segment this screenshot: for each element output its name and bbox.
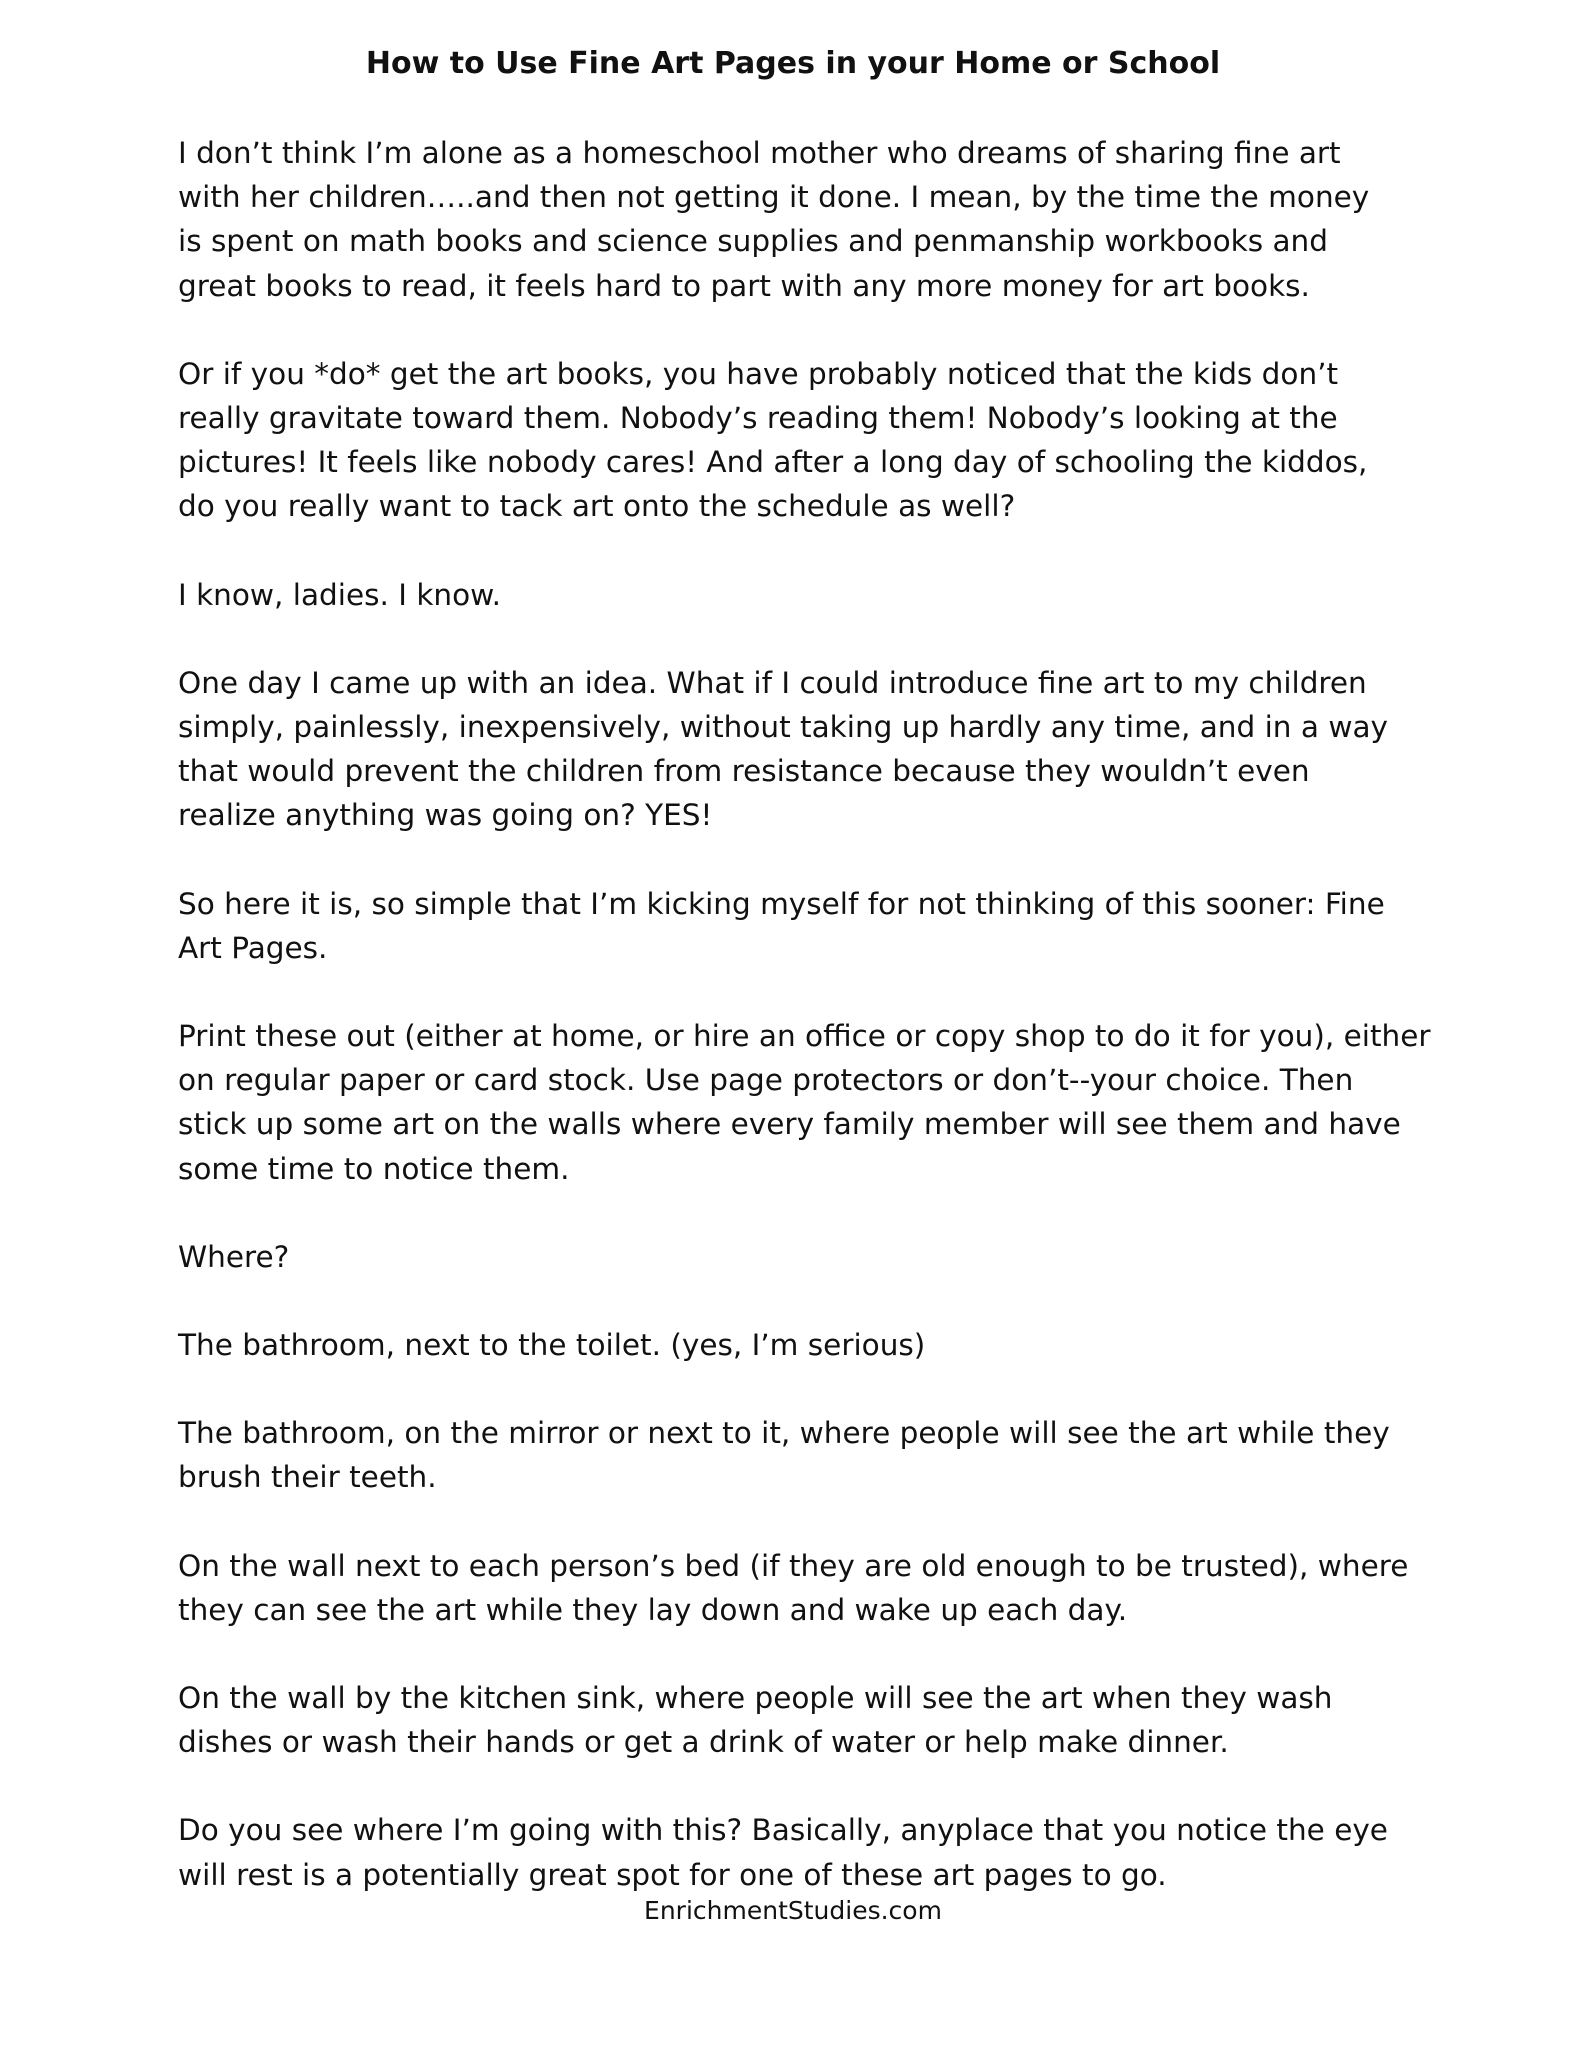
paragraph-fine-art-pages: So here it is, so simple that I’m kicking myself for not thinking of this sooner: Fine Art Pages.: [178, 886, 1385, 965]
paragraph-print: Print these out (either at home, or hire an office or copy shop to do it for you), either on regular paper or card stock. Use page protectors or don’t--your choice. Then stick up some art on the walls where every family member will see them and have some time to notice them.: [178, 1019, 1431, 1186]
paragraph-bathroom-mirror: The bathroom, on the mirror or next to it, where people will see the art while they brush their teeth.: [178, 1416, 1390, 1495]
paragraph-bathroom-toilet: The bathroom, next to the toilet. (yes, I’m serious): [178, 1328, 926, 1363]
paragraph-anyplace: Do you see where I’m going with this? Basically, anyplace that you notice the eye will rest is a potentially great spot for one of these art pages to go.: [178, 1813, 1388, 1892]
paragraph-idea: One day I came up with an idea. What if I could introduce fine art to my children simply, painlessly, inexpensively, without taking up hardly any time, and in a way that would prevent the children from resistance because they wouldn’t even realize anything was going on? YES!: [178, 665, 1388, 833]
footer-website: EnrichmentStudies.com: [644, 1896, 942, 1925]
paragraph-bed-wall: On the wall next to each person’s bed (if they are old enough to be trusted), where they can see the art while they lay down and wake up each day.: [178, 1548, 1409, 1627]
paragraph-art-books: Or if you *do* get the art books, you have probably noticed that the kids don’t really gravitate toward them. Nobody’s reading them! Nobody’s looking at the pictures! It feels like nobody cares! And after a long day of schooling the kiddos, do you really want to tack art onto the schedule as well?: [178, 356, 1368, 524]
paragraph-intro: I don’t think I’m alone as a homeschool mother who dreams of sharing fine art with her children…..and then not getting it done. I mean, by the time the money is spent on math books and science supplies and penmanship workbooks and great books to read, it feels hard to part with any more money for art books.: [178, 136, 1370, 303]
paragraph-i-know: I know, ladies. I know.: [178, 577, 501, 612]
paragraph-where: Where?: [178, 1239, 290, 1274]
page-title: How to Use Fine Art Pages in your Home or School: [365, 46, 1221, 81]
paragraph-kitchen-sink: On the wall by the kitchen sink, where people will see the art when they wash dishes or wash their hands or get a drink of water or help make dinner.: [178, 1681, 1333, 1760]
body-text: [178, 131, 1478, 1897]
